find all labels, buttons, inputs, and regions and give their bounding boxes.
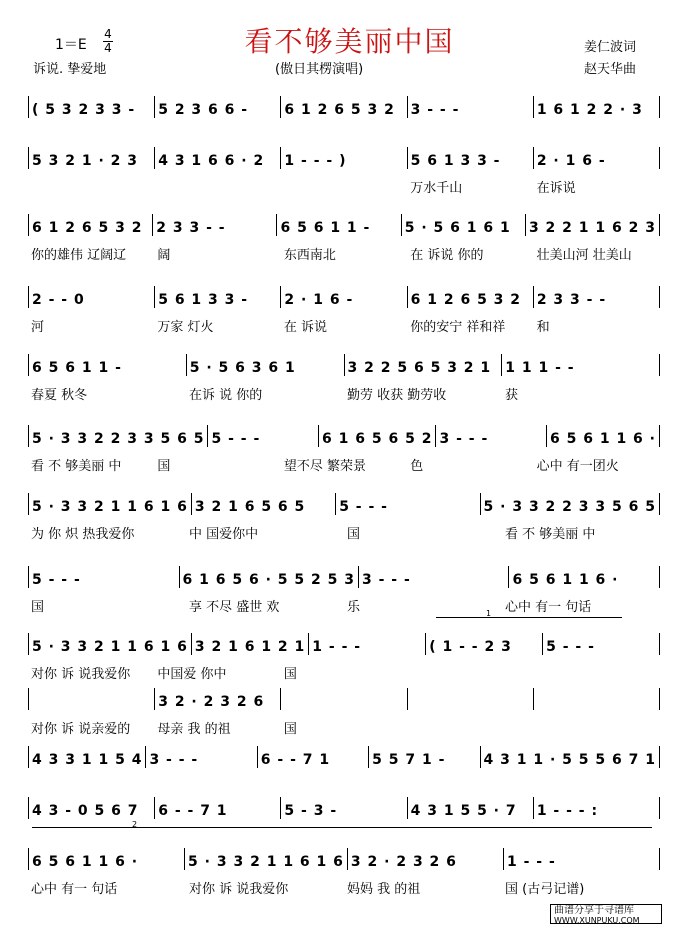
measure: 4 3 1 1 · 5 5 5 6 7 1 [483,752,656,768]
lyric-segment: 色 [410,459,424,474]
measure: 5 5 7 1 - [372,752,446,768]
barline [659,425,660,447]
lyric-segment [534,663,660,682]
measure: 6 5 6 1 1 6 · [512,572,619,588]
lyric-segment: 国 [31,600,45,615]
lyric-segment: 中 国爱你中 [189,527,259,542]
measure: 3 - - - [149,752,199,768]
measure: 1 6 1 2 2 · 3 [536,102,643,118]
lyric-segment: 对你 诉 说我爱你 [189,882,289,897]
lyrics-line [28,177,660,196]
lyrics-line [28,663,660,682]
lyric-segment: 万水千山 [410,181,463,196]
lyric-segment: 阔 [157,248,171,263]
barline [659,746,660,768]
measure: 1 - - - [506,854,556,870]
measure: 5 · 3 3 2 2 3 3 5 6 5 [32,431,205,447]
notes-line [28,354,660,376]
lyric-segment [154,177,280,196]
footer-text: 曲谱分享于寻谱库 [554,905,634,916]
lyric-segment: 国 [283,722,297,737]
measure: 6 5 6 1 1 6 · [32,854,139,870]
lyric-segment [534,718,660,737]
measure: 5 · 3 3 2 2 3 3 5 6 5 [483,499,656,515]
lyricist: 姜仁波词 [584,40,637,55]
measure: 4 3 3 1 1 5 4 [32,752,143,768]
measure: 6 1 6 5 6 5 2 [322,431,433,447]
measure: 5 · 3 3 2 1 1 6 1 6 [188,854,344,870]
barline [659,633,660,655]
measure: 6 5 6 1 1 - [32,360,122,376]
notes-line [28,633,660,655]
lyric-segment: 中国爱 你中 [157,667,227,682]
lyric-segment [407,718,533,737]
measure: 1 - - - [312,639,362,655]
measure: 5 - - - [211,431,261,447]
measure: 3 2 · 2 3 2 6 [350,854,457,870]
lyric-segment: 春夏 秋冬 [31,388,88,403]
lyrics-line [28,718,660,737]
lyric-segment: 万家 灯火 [157,320,214,335]
barline [659,214,660,236]
measure: 5 - 3 - [284,803,338,819]
measure: 3 2 2 5 6 5 3 2 1 [347,360,492,376]
lyric-segment: 看 不 够美丽 中 [505,527,596,542]
notes-line [28,214,660,236]
measure: 6 1 2 6 5 3 2 [32,220,143,236]
lyric-segment: 享 不尽 盛世 欢 [189,600,280,615]
lyrics-line [28,878,660,897]
lyric-segment: 国 [283,667,297,682]
measure: 6 1 2 6 5 3 2 [410,292,522,308]
lyric-segment: 在 诉说 [283,320,327,335]
notes-line [28,96,660,118]
measure: 3 2 · 2 3 2 6 [158,694,265,710]
lyric-segment: 在 诉说 你的 [410,248,484,263]
lyric-segment: 和 [536,320,550,335]
measure: 2 · 1 6 - [284,292,354,308]
measure: 5 6 1 3 3 - [410,153,501,169]
lyric-segment: 你的安宁 祥和祥 [410,320,506,335]
measure: ( 1 - - 2 3 [429,639,512,655]
volta-2-number: 2 [132,820,138,829]
barline [659,493,660,515]
tempo-mood: 诉说. 挚爱地 [33,62,107,77]
barline [659,688,660,710]
measure: 6 - - 7 1 [260,752,331,768]
notes-line [28,746,660,768]
lyric-segment: 母亲 我 的祖 [157,722,231,737]
measure: 4 3 - 0 5 6 7 [32,803,139,819]
barline [407,688,408,710]
measure: 1 - - - ) [284,153,347,169]
barline [659,797,660,819]
measure: 6 1 6 5 6 · 5 5 2 5 3 [182,572,355,588]
lyric-segment: 看 不 够美丽 中 [31,459,122,474]
lyric-segment: 国 [347,527,361,542]
measure: 5 - - - [546,639,595,655]
time-bottom: 4 [104,41,112,55]
notes-line [28,493,660,515]
lyrics-line [28,596,660,615]
measure: 2 3 3 - - [536,292,607,308]
measure: 1 - - - : [536,803,599,819]
composer: 赵天华曲 [584,62,637,77]
lyric-segment: 你的雄伟 辽阔辽 [31,248,127,263]
notes-line [28,797,660,819]
measure: 3 - - - [361,572,411,588]
barline [659,147,660,169]
lyric-segment [28,177,154,196]
lyric-segment: 心中 有一 句话 [505,600,592,615]
measure: 2 3 3 - - [156,220,226,236]
lyric-segment: 心中 有一团火 [536,459,619,474]
lyric-segment [281,177,407,196]
volta-1-line [436,617,622,618]
measure: ( 5 3 2 3 3 - [32,102,136,118]
barline [533,688,534,710]
measure: 5 · 5 6 3 6 1 [189,360,296,376]
measure: 2 - - 0 [32,292,85,308]
barline [659,354,660,376]
measure: 5 - - - [32,572,81,588]
lyric-segment: 对你 诉 说我爱你 [31,667,131,682]
lyric-segment: 在诉说 [536,181,576,196]
measure: 3 2 1 6 1 2 1 [194,639,306,655]
lyric-segment: 国 [157,459,171,474]
measure: 4 3 1 5 5 · 7 [410,803,517,819]
measure: 4 3 1 6 6 · 2 [158,153,265,169]
measure: 5 2 3 6 6 - [158,102,249,118]
lyric-segment: 河 [31,320,45,335]
lyrics-line [28,523,660,542]
measure: 5 · 5 6 1 6 1 [404,220,511,236]
measure: 6 5 6 1 1 6 · [549,431,656,447]
barline [659,848,660,870]
lyric-segment: 勤劳 收获 勤劳收 [347,388,447,403]
lyrics-line [28,316,660,335]
measure: 5 - - - [339,499,388,515]
barline [659,96,660,118]
volta-1-number: 1 [486,609,492,618]
measure: 1 1 1 - - [505,360,575,376]
volta-2-line [32,827,652,828]
barline [659,566,660,588]
lyrics-line [28,384,660,403]
time-top: 4 [104,27,112,41]
footer-url: WWW.XUNPUKU.COM [554,916,640,925]
notes-line [28,566,660,588]
notes-line [28,147,660,169]
measure: 6 - - 7 1 [158,803,228,819]
time-signature [103,28,113,54]
lyric-segment: 在诉 说 你的 [189,388,263,403]
song-title: 看不够美丽中国 [244,25,455,58]
lyrics-line [28,455,660,474]
lyrics-line [28,244,660,263]
lyric-segment: 获 [505,388,519,403]
measure: 3 - - - [410,102,460,118]
measure: 3 2 2 1 1 6 2 3 [528,220,656,236]
lyric-segment: 望不尽 繁荣景 [283,459,366,474]
lyric-segment: 乐 [347,600,361,615]
measure: 5 6 1 3 3 - [158,292,249,308]
notes-line [28,848,660,870]
barline [659,286,660,308]
barline [280,688,281,710]
measure: 3 - - - [439,431,489,447]
lyric-segment: 对你 诉 说亲爱的 [31,722,131,737]
measure: 5 · 3 3 2 1 1 6 1 6 [32,499,188,515]
measure: 6 1 2 6 5 3 2 [284,102,395,118]
lyric-segment: 妈妈 我 的祖 [347,882,421,897]
measure: 5 3 2 1 · 2 3 [32,153,139,169]
notes-line [28,286,660,308]
lyric-segment: 壮美山河 壮美山 [536,248,632,263]
lyric-segment: 东西南北 [283,248,336,263]
notes-line [28,688,660,710]
lyric-segment: 国 (古弓记谱) [505,882,585,897]
lyric-segment: 心中 有一 句话 [31,882,118,897]
performer: (傲日其楞演唱) [275,62,364,77]
measure: 6 5 6 1 1 - [280,220,371,236]
key-signature: 1＝E [55,37,87,53]
notes-line [28,425,660,447]
measure: 5 · 3 3 2 1 1 6 1 6 [32,639,188,655]
barline [28,688,29,710]
measure: 3 2 1 6 5 6 5 [194,499,306,515]
lyric-segment: 为 你 炽 热我爱你 [31,527,135,542]
measure: 2 · 1 6 - [536,153,606,169]
footer-badge [550,904,662,924]
lyric-segment [407,663,533,682]
